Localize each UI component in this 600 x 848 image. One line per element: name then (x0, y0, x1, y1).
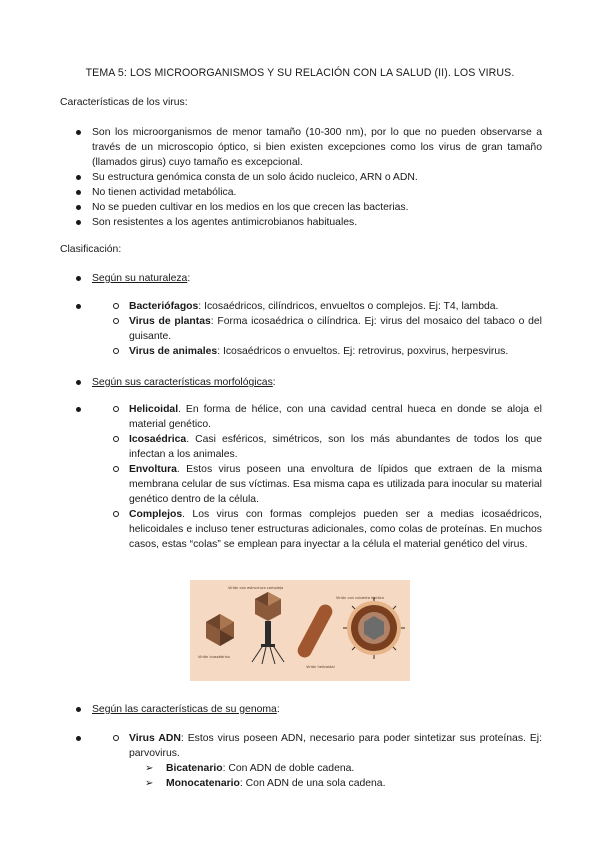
list-item: Virus de plantas: Forma icosaédrica o cilíndrica. Ej: virus del mosaico del tabaco o del guisante. (60, 314, 542, 344)
genome-list (60, 731, 542, 791)
classification-heading: Clasificación: (60, 244, 122, 255)
list-item: Son resistentes a los agentes antimicrobianos habituales. (60, 215, 542, 230)
morphology-list (60, 402, 542, 552)
list-item: Complejos. Los virus con formas complejos pueden ser a medias icosaédricos, helicoidales e incluso tener estructuras adicionales, como colas de proteínas. En muchos casos, estas “colas” se emplean para inyectar a la célula el material genético del virus. (60, 507, 542, 552)
morphology-section (60, 375, 542, 390)
morphology-heading-item: Según sus características morfológicas: (60, 375, 542, 390)
list-item: Su estructura genómica consta de un solo ácido nucleico, ARN o ADN. (60, 170, 542, 185)
genome-sublist (129, 761, 542, 791)
label-enveloped: Virión con cubierta lipídica (336, 596, 384, 600)
list-item: Virus de animales: Icosaédricos o envueltos. Ej: retrovirus, poxvirus, herpesvirus. (60, 344, 542, 359)
nature-heading-item: Según su naturaleza: (60, 271, 542, 286)
genome-section (60, 702, 542, 717)
characteristics-heading: Características de los virus: (60, 97, 188, 108)
list-item: Helicoidal. En forma de hélice, con una cavidad central hueca en donde se aloja el material genético. (60, 402, 542, 432)
list-item: Bacteriófagos: Icosaédricos, cilíndricos, envueltos o complejos. Ej: T4, lambda. (60, 299, 542, 314)
genome-label: Según las características de su genoma (92, 704, 277, 715)
characteristics-list (60, 125, 542, 230)
list-item: Son los microorganismos de menor tamaño (10-300 nm), por lo que no pueden observarse a través de un microscopio óptico, si bien existen excepciones como los virus de gran tamaño (llamados girus) cuyo tamaño es excepcional. (60, 125, 542, 170)
label-complex: Virión con estructura compleja (228, 586, 284, 590)
list-item: No se pueden cultivar en los medios en los que crecen las bacterias. (60, 200, 542, 215)
arrow-icon: ➢ (145, 778, 154, 789)
nature-label: Según su naturaleza (92, 273, 188, 284)
nature-section (60, 271, 542, 286)
page-title: TEMA 5: LOS MICROORGANISMOS Y SU RELACIÓN CON LA SALUD (II). LOS VIRUS. (85, 67, 515, 79)
list-item: ➢ Monocatenario: Con ADN de una sola cadena. (145, 778, 386, 789)
list-item: ➢ Bicatenario: Con ADN de doble cadena. (145, 763, 355, 774)
arrow-icon: ➢ (145, 763, 154, 774)
list-item: Envoltura. Estos virus poseen una envoltura de lípidos que extraen de la misma membrana celular de sus víctimas. Esa misma capa es utilizada para inocular su material genético dentro de la célula. (60, 462, 542, 507)
label-icosahedral: Virión icosaédrico (198, 655, 230, 659)
nature-list (60, 299, 542, 359)
list-item: Virus ADN: Estos virus poseen ADN, necesario para poder sintetizar sus proteínas. Ej: parvovirus. ➢ Bicatenario: Con ADN de doble cadena. ➢ Monocatenario: Con ADN de una sola cadena. (60, 731, 542, 791)
morphology-label: Según sus características morfológicas (92, 377, 273, 388)
label-helical: Virión helicoidal (306, 665, 335, 669)
enveloped-virus-icon (343, 597, 405, 659)
list-item: No tienen actividad metabólica. (60, 185, 542, 200)
virus-morphology-figure (190, 580, 410, 681)
list-item: Icosaédrica. Casi esféricos, simétricos, son los más abundantes de todos los que infectan a los animales. (60, 432, 542, 462)
genome-heading-item: Según las características de su genoma: (60, 702, 542, 717)
